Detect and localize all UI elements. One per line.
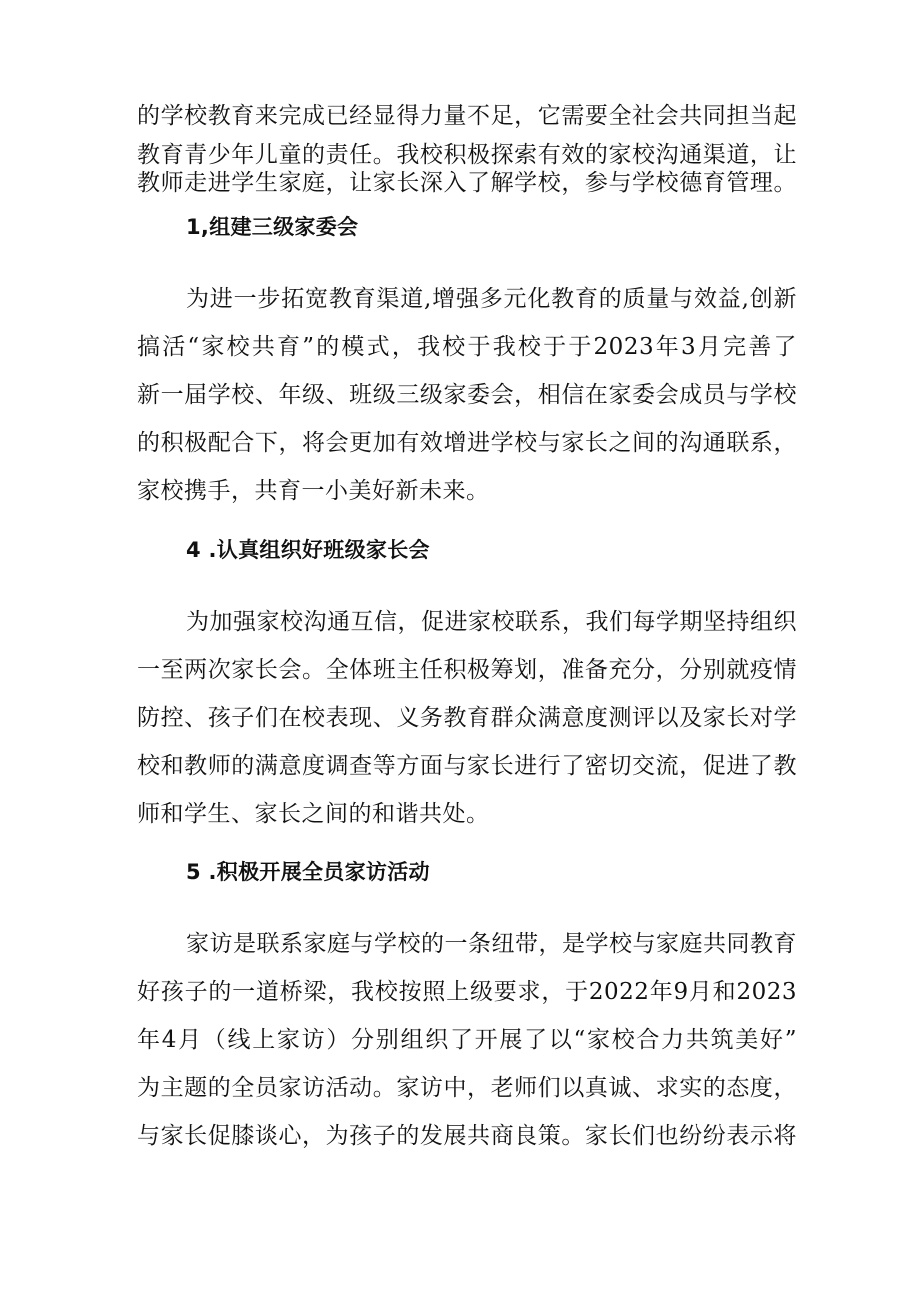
paragraph-line: 好孩子的一道桥梁，我校按照上级要求，于2022年9月和2023 <box>137 979 797 1005</box>
paragraph-line: 为主题的全员家访活动。家访中，老师们以真诚、求实的态度， <box>137 1075 797 1101</box>
section-heading: 5 .积极开展全员家访活动 <box>186 860 430 884</box>
paragraph-line: 新一届学校、年级、班级三级家委会，相信在家委会成员与学校 <box>137 382 797 408</box>
section-heading: 4 .认真组织好班级家长会 <box>186 538 430 562</box>
paragraph-line: 一至两次家长会。全体班主任积极筹划，准备充分，分别就疫情 <box>137 657 797 683</box>
paragraph-line: 的积极配合下，将会更加有效增进学校与家长之间的沟通联系， <box>137 430 797 456</box>
paragraph-line: 教育青少年儿童的责任。我校积极探索有效的家校沟通渠道，让 <box>137 142 797 168</box>
paragraph-line: 家访是联系家庭与学校的一条纽带，是学校与家庭共同教育 <box>186 931 797 957</box>
paragraph-line: 为加强家校沟通互信，促进家校联系，我们每学期坚持组织 <box>186 609 797 635</box>
paragraph-line: 校和教师的满意度调查等方面与家长进行了密切交流，促进了教 <box>137 753 797 779</box>
paragraph-line: 搞活“家校共育”的模式，我校于我校于于2023年3月完善了 <box>137 334 797 360</box>
paragraph-line: 的学校教育来完成已经显得力量不足，它需要全社会共同担当起 <box>137 103 797 129</box>
paragraph-line: 教师走进学生家庭，让家长深入了解学校，参与学校德育管理。 <box>137 170 797 196</box>
paragraph-line: 家校携手，共育一小美好新未来。 <box>137 478 490 504</box>
paragraph-line: 年4月（线上家访）分别组织了开展了以“家校合力共筑美好” <box>137 1027 797 1053</box>
paragraph-line: 与家长促膝谈心，为孩子的发展共商良策。家长们也纷纷表示将 <box>137 1123 797 1149</box>
paragraph-line: 为进一步拓宽教育渠道,增强多元化教育的质量与效益,创新 <box>186 286 797 312</box>
paragraph-line: 师和学生、家长之间的和谐共处。 <box>137 801 490 827</box>
paragraph-line: 防控、孩子们在校表现、义务教育群众满意度测评以及家长对学 <box>137 705 797 731</box>
section-heading: 1,组建三级家委会 <box>186 215 359 239</box>
